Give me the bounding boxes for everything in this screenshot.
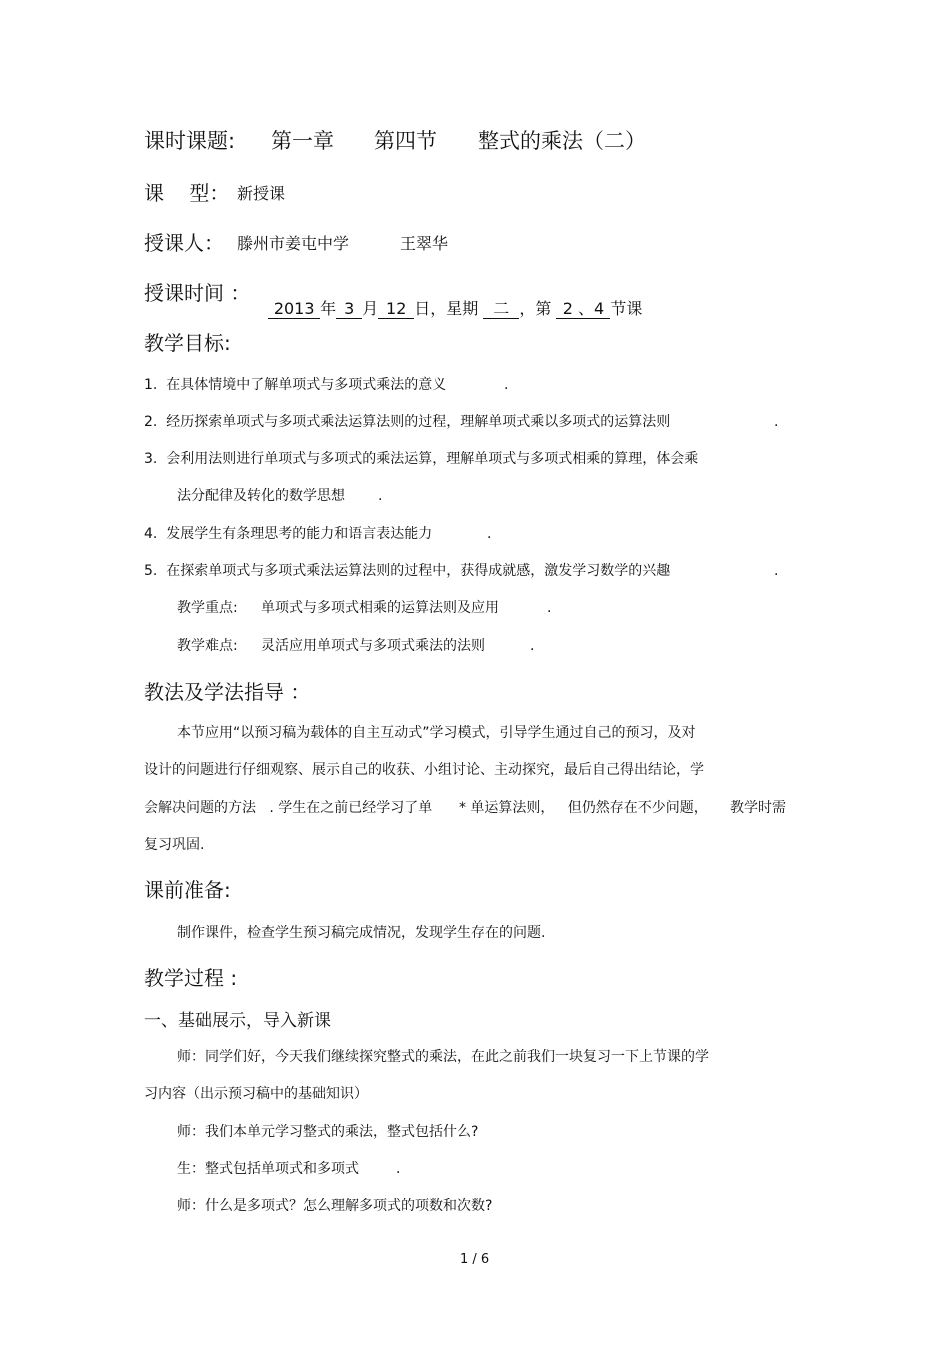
teacher-name: 王翠华 xyxy=(400,234,449,253)
key-point-label: 教学重点: xyxy=(177,600,238,616)
objective-item: 4. 发展学生有条理思考的能力和语言表达能力 xyxy=(144,526,433,542)
difficult-point-dot: . xyxy=(530,638,535,654)
objective-dot: . xyxy=(774,414,779,430)
lesson-year: 2013 xyxy=(268,301,320,319)
lesson-month: 3 xyxy=(336,301,362,319)
lesson-time-label: 授课时间 ： xyxy=(144,281,251,305)
objective-dot: . xyxy=(774,563,779,579)
lesson-sep: ，第 xyxy=(519,299,552,318)
lesson-period-unit: 节课 xyxy=(610,299,643,318)
lesson-day-unit: 日，星期 xyxy=(414,299,479,318)
objective-dot: . xyxy=(504,377,509,393)
objective-item: 3. 会利用法则进行单项式与多项式的乘法运算，理解单项式与多项式相乘的算理，体会乘 xyxy=(144,451,699,467)
key-point-dot: . xyxy=(547,600,552,616)
lesson-title-label: 课时课题: xyxy=(144,129,236,153)
preparation-heading: 课前准备: xyxy=(144,878,231,902)
key-point-value: 单项式与多项式相乘的运算法则及应用 xyxy=(261,600,499,616)
methods-heading: 教法及学法指导 ： xyxy=(144,680,311,704)
lesson-day: 12 xyxy=(378,301,414,319)
methods-paragraph-line: 设计的问题进行仔细观察、展示自己的收获、小组讨论、主动探究，最后自己得出结论，学 xyxy=(144,762,704,778)
dialogue-line: 习内容（出示预习稿中的基础知识） xyxy=(144,1086,368,1102)
teacher-label: 授课人： xyxy=(144,231,224,255)
preparation-text: 制作课件，检查学生预习稿完成情况，发现学生存在的问题. xyxy=(177,925,546,941)
page-number: 1 / 6 xyxy=(460,1252,490,1267)
lesson-type-value: 新授课 xyxy=(237,184,286,203)
process-subheading: 一、基础展示，导入新课 xyxy=(144,1011,331,1031)
lesson-section: 第四节 xyxy=(374,129,437,153)
lesson-type-label: 课 型： xyxy=(144,181,230,205)
lesson-weekday: 二 xyxy=(483,301,519,319)
lesson-periods: 2 、4 xyxy=(556,301,610,319)
lesson-time-row xyxy=(258,285,642,319)
dialogue-dot: . xyxy=(396,1161,401,1177)
objective-dot: . xyxy=(487,526,492,542)
dialogue-line: 生：整式包括单项式和多项式 xyxy=(177,1161,359,1177)
methods-paragraph-line: 本节应用“以预习稿为载体的自主互动式”学习模式，引导学生通过自己的预习，及对 xyxy=(177,725,696,741)
lesson-year-unit: 年 xyxy=(320,299,337,318)
process-heading: 教学过程 : xyxy=(144,966,238,990)
dialogue-line: 师：我们本单元学习整式的乘法，整式包括什么? xyxy=(177,1124,479,1140)
lesson-topic: 整式的乘法（二） xyxy=(478,129,646,153)
difficult-point-label: 教学难点: xyxy=(177,638,238,654)
lesson-chapter: 第一章 xyxy=(271,129,334,153)
objective-item: 1. 在具体情境中了解单项式与多项式乘法的意义 xyxy=(144,377,447,393)
objective-item-continued: 法分配律及转化的数学思想 xyxy=(177,488,345,504)
lesson-month-unit: 月 xyxy=(362,299,379,318)
objectives-heading: 教学目标: xyxy=(144,331,231,355)
objective-item: 2. 经历探索单项式与多项式乘法运算法则的过程，理解单项式乘以多项式的运算法则 xyxy=(144,414,671,430)
dialogue-line: 师：同学们好，今天我们继续探究整式的乘法，在此之前我们一块复习一下上节课的学 xyxy=(177,1049,709,1065)
methods-paragraph-line: 会解决问题的方法 . 学生在之前已经学习了单 * 单运算法则， 但仍然存在不少问题， 教学时需 xyxy=(144,800,787,816)
difficult-point-value: 灵活应用单项式与多项式乘法的法则 xyxy=(261,638,485,654)
teacher-school: 滕州市姜屯中学 xyxy=(237,234,350,253)
methods-paragraph-line: 复习巩固. xyxy=(144,837,205,853)
dialogue-line: 师：什么是多项式？怎么理解多项式的项数和次数? xyxy=(177,1198,493,1214)
objective-dot: . xyxy=(378,488,383,504)
objective-item: 5. 在探索单项式与多项式乘法运算法则的过程中，获得成就感，激发学习数学的兴趣 xyxy=(144,563,671,579)
